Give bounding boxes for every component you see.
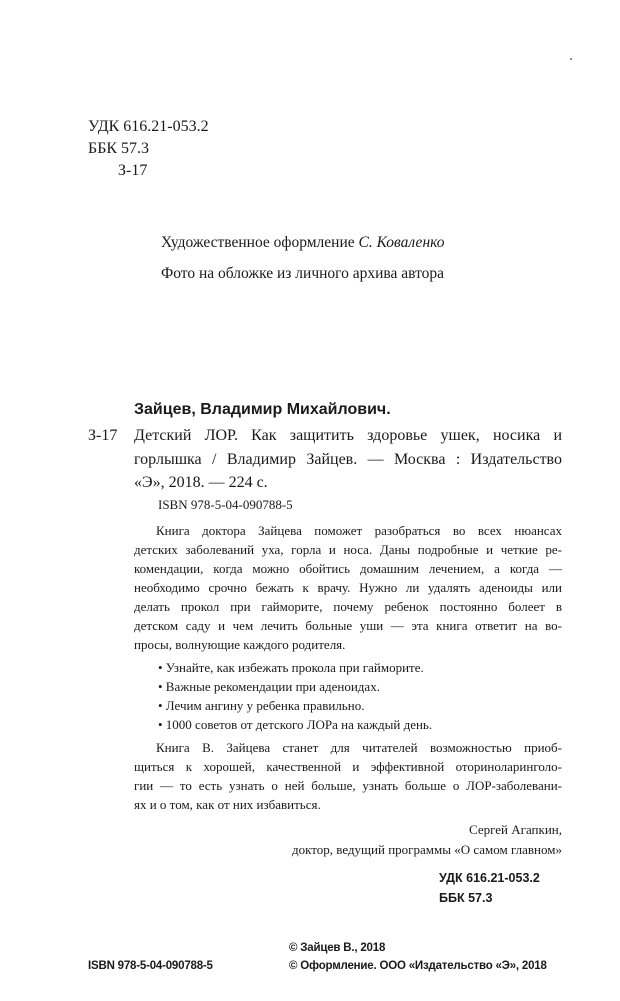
annotation-line: необходимо срочно бежать к врачу. Нужно ли удалять аденоиды или <box>134 580 562 595</box>
annotation-line: делать прокол при гайморите, почему ребенок постоянно болеет в <box>134 599 562 614</box>
author-mark: З-17 <box>118 162 148 179</box>
footer-isbn: ISBN 978-5-04-090788-5 <box>88 960 213 972</box>
photo-credit: Фото на обложке из личного архива автора <box>161 265 445 282</box>
footer-copyright-design: © Оформление. ООО «Издательство «Э», 2018 <box>289 960 547 972</box>
annotation-line: щиться к хорошей, качественной и эффективной оториноларинголо- <box>134 759 562 774</box>
record-author-mark: З-17 <box>88 427 118 444</box>
signature-name: Сергей Агапкин, <box>469 822 562 837</box>
annotation-line: детских заболеваний уха, горла и носа. Даны подробные и четкие ре- <box>134 542 562 557</box>
annotation-line: комендации, когда можно обойтись домашним лечением, а когда — <box>134 561 562 576</box>
annotation-line: гии — то есть узнать о ней больше, узнать больше о ЛОР-заболевани- <box>134 778 562 793</box>
annotation-paragraph-2 <box>134 738 562 814</box>
design-credit <box>161 232 445 254</box>
bottom-bbk-code: ББК 57.3 <box>439 891 493 905</box>
annotation-line: Книга В. Зайцева станет для читателей возможностью приоб- <box>156 740 562 755</box>
description-line: «Э», 2018. — 224 с. <box>134 474 268 491</box>
description-line: Детский ЛОР. Как защитить здоровье ушек, носика и <box>134 427 562 444</box>
bullet-item: • 1000 советов от детского ЛОРа на каждый день. <box>158 717 433 732</box>
bullet-item: • Важные рекомендации при аденоидах. <box>158 679 380 694</box>
record-author: Зайцев, Владимир Михайлович. <box>134 401 391 418</box>
bottom-udk-code: УДК 616.21-053.2 <box>439 871 540 885</box>
stray-mark <box>570 58 572 60</box>
design-credit-name: С. Коваленко <box>358 234 445 251</box>
design-credit-label: Художественное оформление <box>161 234 355 251</box>
bullet-item: • Узнайте, как избежать прокола при гайморите. <box>158 660 424 675</box>
annotation-line: просы, волнующие каждого родителя. <box>134 637 346 652</box>
record-isbn: ISBN 978-5-04-090788-5 <box>158 497 293 512</box>
footer-copyright-author: © Зайцев В., 2018 <box>289 942 386 954</box>
signature-title: доктор, ведущий программы «О самом главном» <box>291 842 562 857</box>
annotation-line: ях и о том, как от них избавиться. <box>134 797 321 812</box>
annotation-paragraph-1 <box>134 521 562 654</box>
bbk-code: ББК 57.3 <box>88 140 150 157</box>
bullet-list <box>158 658 432 734</box>
bullet-item: • Лечим ангину у ребенка правильно. <box>158 698 365 713</box>
record-description <box>134 424 562 495</box>
annotation-line: детском саду и чем лечить больные уши — эта книга ответит на во- <box>134 618 562 633</box>
annotation-line: Книга доктора Зайцева поможет разобраться во всех нюансах <box>156 523 562 538</box>
udk-code: УДК 616.21-053.2 <box>88 118 209 135</box>
description-line: горлышка / Владимир Зайцев. — Москва : Издательство <box>134 450 562 468</box>
